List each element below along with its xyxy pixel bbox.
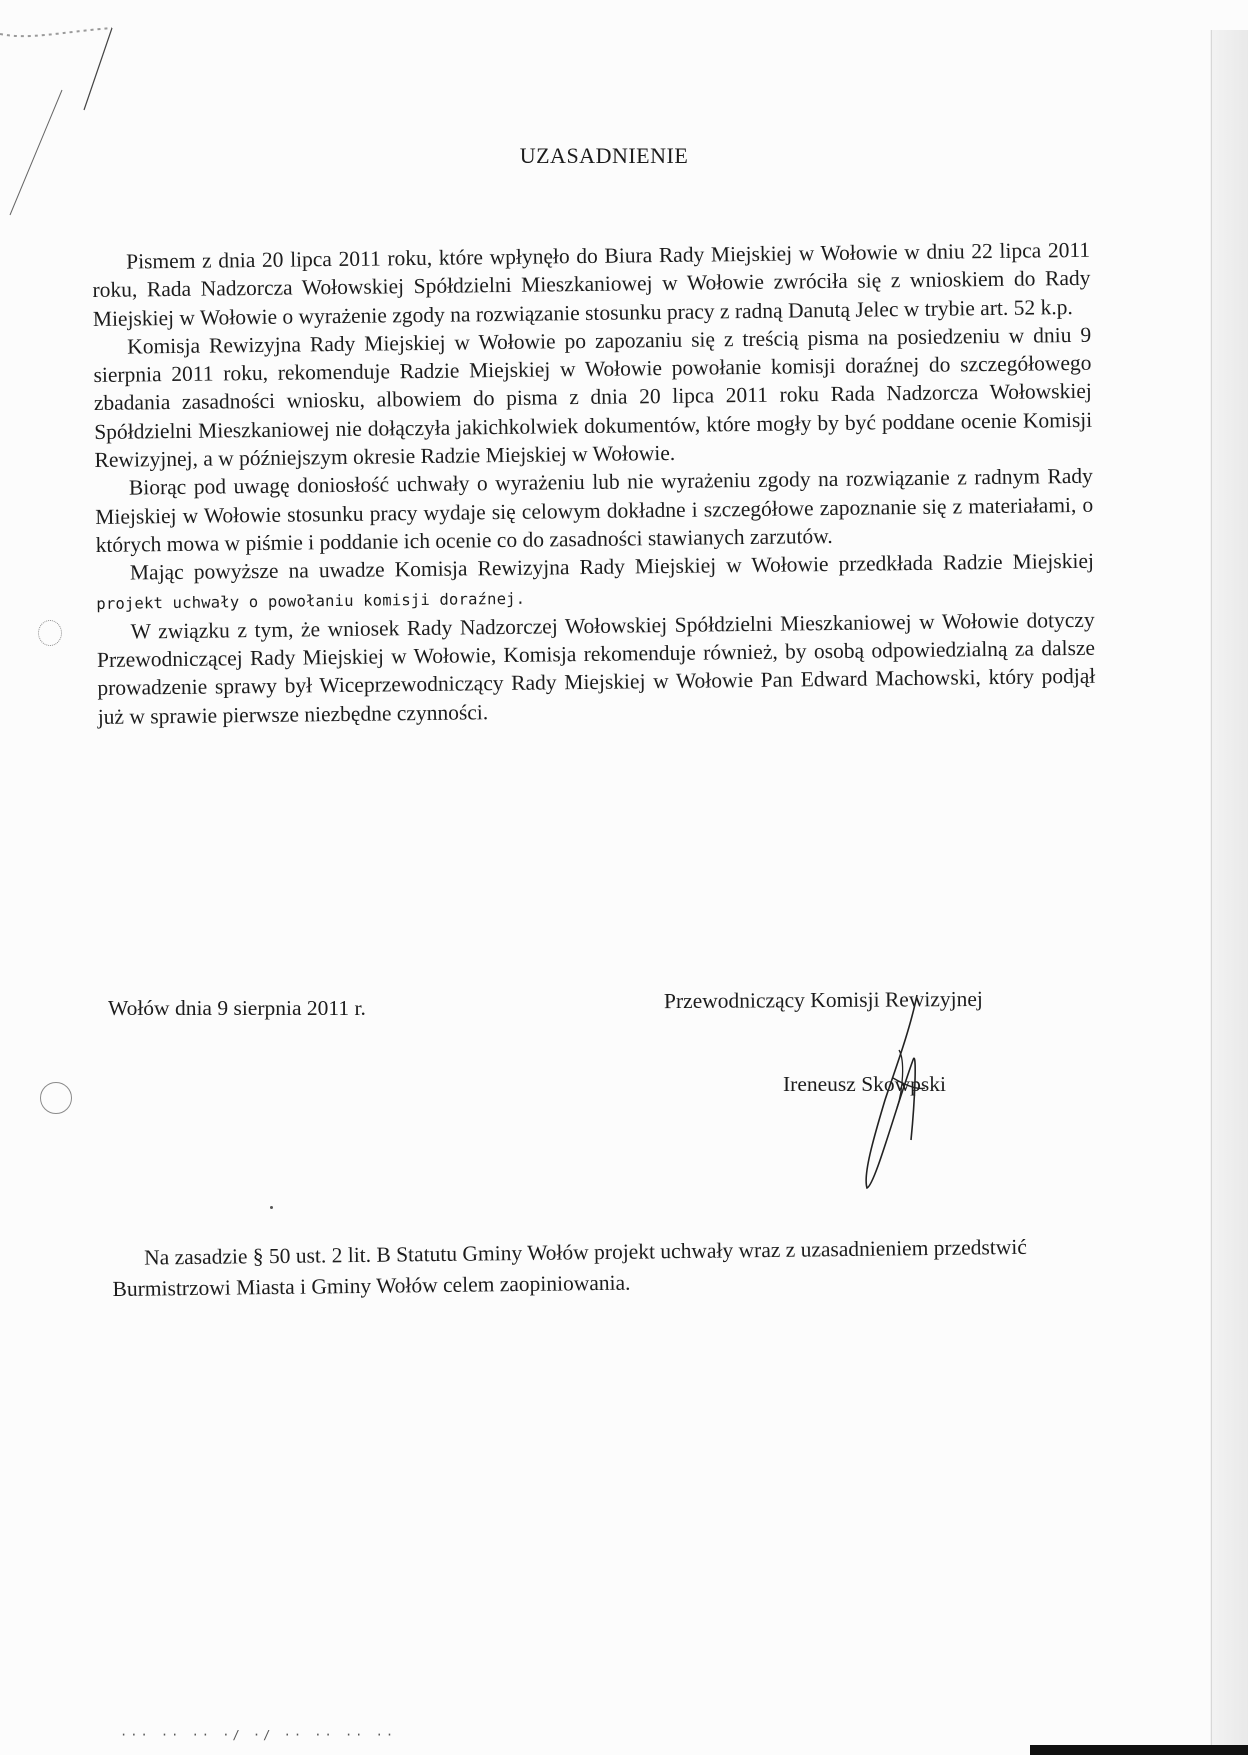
paragraph-3	[95, 462, 1094, 559]
scan-bottom-bar	[1030, 1745, 1248, 1755]
handwritten-signature	[855, 990, 945, 1200]
paragraph-2-text: Komisja Rewizyjna Rady Miejskiej w Wołowie po zapozaniu się z treścią pisma na posiedzeniu w dniu 9 sierpnia 2011 roku, rekomenduje Radzie Miejskiej w Wołowie powołanie komisji doraźnej do szczegółowego zbadania zasadności wniosku, albowiem do pisma z dnia 20 lipca 2011 roku Rada Nadzorcza Wołowskiej Spółdzielni Mieszkaniowej nie dołączyła jakichkolwiek dokumentów, które mogły by być poddane ocenie Komisji Rewizyjnej, a w późniejszym okresie Radzie Miejskiej w Wołowie.	[93, 322, 1093, 473]
document-body	[92, 236, 1096, 731]
paragraph-3-text: Biorąc pod uwagę doniosłość uchwały o wyrażeniu lub nie wyrażeniu zgody na rozwiązanie z radnym Rady Miejskiej w Wołowie stosunku pracy wydaje się celowym dokładne i szczegółowe zapoznanie się z materiałami, o których mowa w piśmie i poddanie ich ocenie co do zasadności stawianych zarzutów.	[95, 464, 1094, 557]
paragraph-5-text: W związku z tym, że wniosek Rady Nadzorczej Wołowskiej Spółdzielni Mieszkaniowej w Wołowie dotyczy Przewodniczącej Rady Miejskiej w Wołowie, Komisja rekomenduje również, by osobą odpowiedzialną za dalsze prowadzenie sprawy był Wiceprzewodniczący Rady Miejskiej w Wołowie Pan Edward Machowski, który podjął już w sprawie pierwsze niezbędne czynności.	[96, 607, 1096, 729]
footer-note-text: Na zasadzie § 50 ust. 2 lit. B Statutu Gminy Wołów projekt uchwały wraz z uzasadnieniem przedstwić Burmistrzowi Miasta i Gminy Wołów celem zaopiniowania.	[112, 1234, 1027, 1301]
paragraph-4-text: Mając powyższe na uwadze Komisja Rewizyjna Rady Miejskiej w Wołowie przedkłada Radzie Miejskiej	[129, 549, 1095, 585]
scan-corner-artifact	[0, 0, 130, 230]
place-and-date: Wołów dnia 9 sierpnia 2011 r.	[108, 996, 366, 1020]
scan-edge-line	[1211, 30, 1212, 1755]
signatory-name: Ireneusz Skowpski	[783, 1072, 947, 1096]
paragraph-1	[92, 236, 1091, 333]
scan-speck	[270, 1206, 273, 1209]
typed-insertion: projekt uchwały o powołaniu komisji doraźnej.	[96, 589, 526, 613]
document-title: UZASADNIENIE	[519, 143, 689, 168]
paragraph-1-text: Pismem z dnia 20 lipca 2011 roku, które wpłynęło do Biura Rady Miejskiej w Wołowie w dniu 22 lipca 2011 roku, Rada Nadzorcza Wołowskiej Spółdzielni Mieszkaniowej w Wołowie zwróciła się z wnioskiem do Rady Miejskiej w Wołowie o wyrażenie zgody na rozwiązanie stosunku pracy z radną Danutą Jelec w trybie art. 52 k.p.	[92, 237, 1091, 331]
signatory-role: Przewodniczący Komisji Rewizyjnej	[663, 986, 983, 1014]
scan-edge-shadow	[1210, 30, 1248, 1755]
paragraph-2	[93, 321, 1093, 475]
paragraph-5	[97, 606, 1096, 731]
margin-circle-mark	[40, 1082, 72, 1114]
margin-dotted-mark	[38, 620, 62, 646]
footer-note	[112, 1231, 1073, 1305]
scan-footer-code: ··· ·· ·· ·/ ·/ ·· ·· ·· ··	[120, 1728, 397, 1742]
